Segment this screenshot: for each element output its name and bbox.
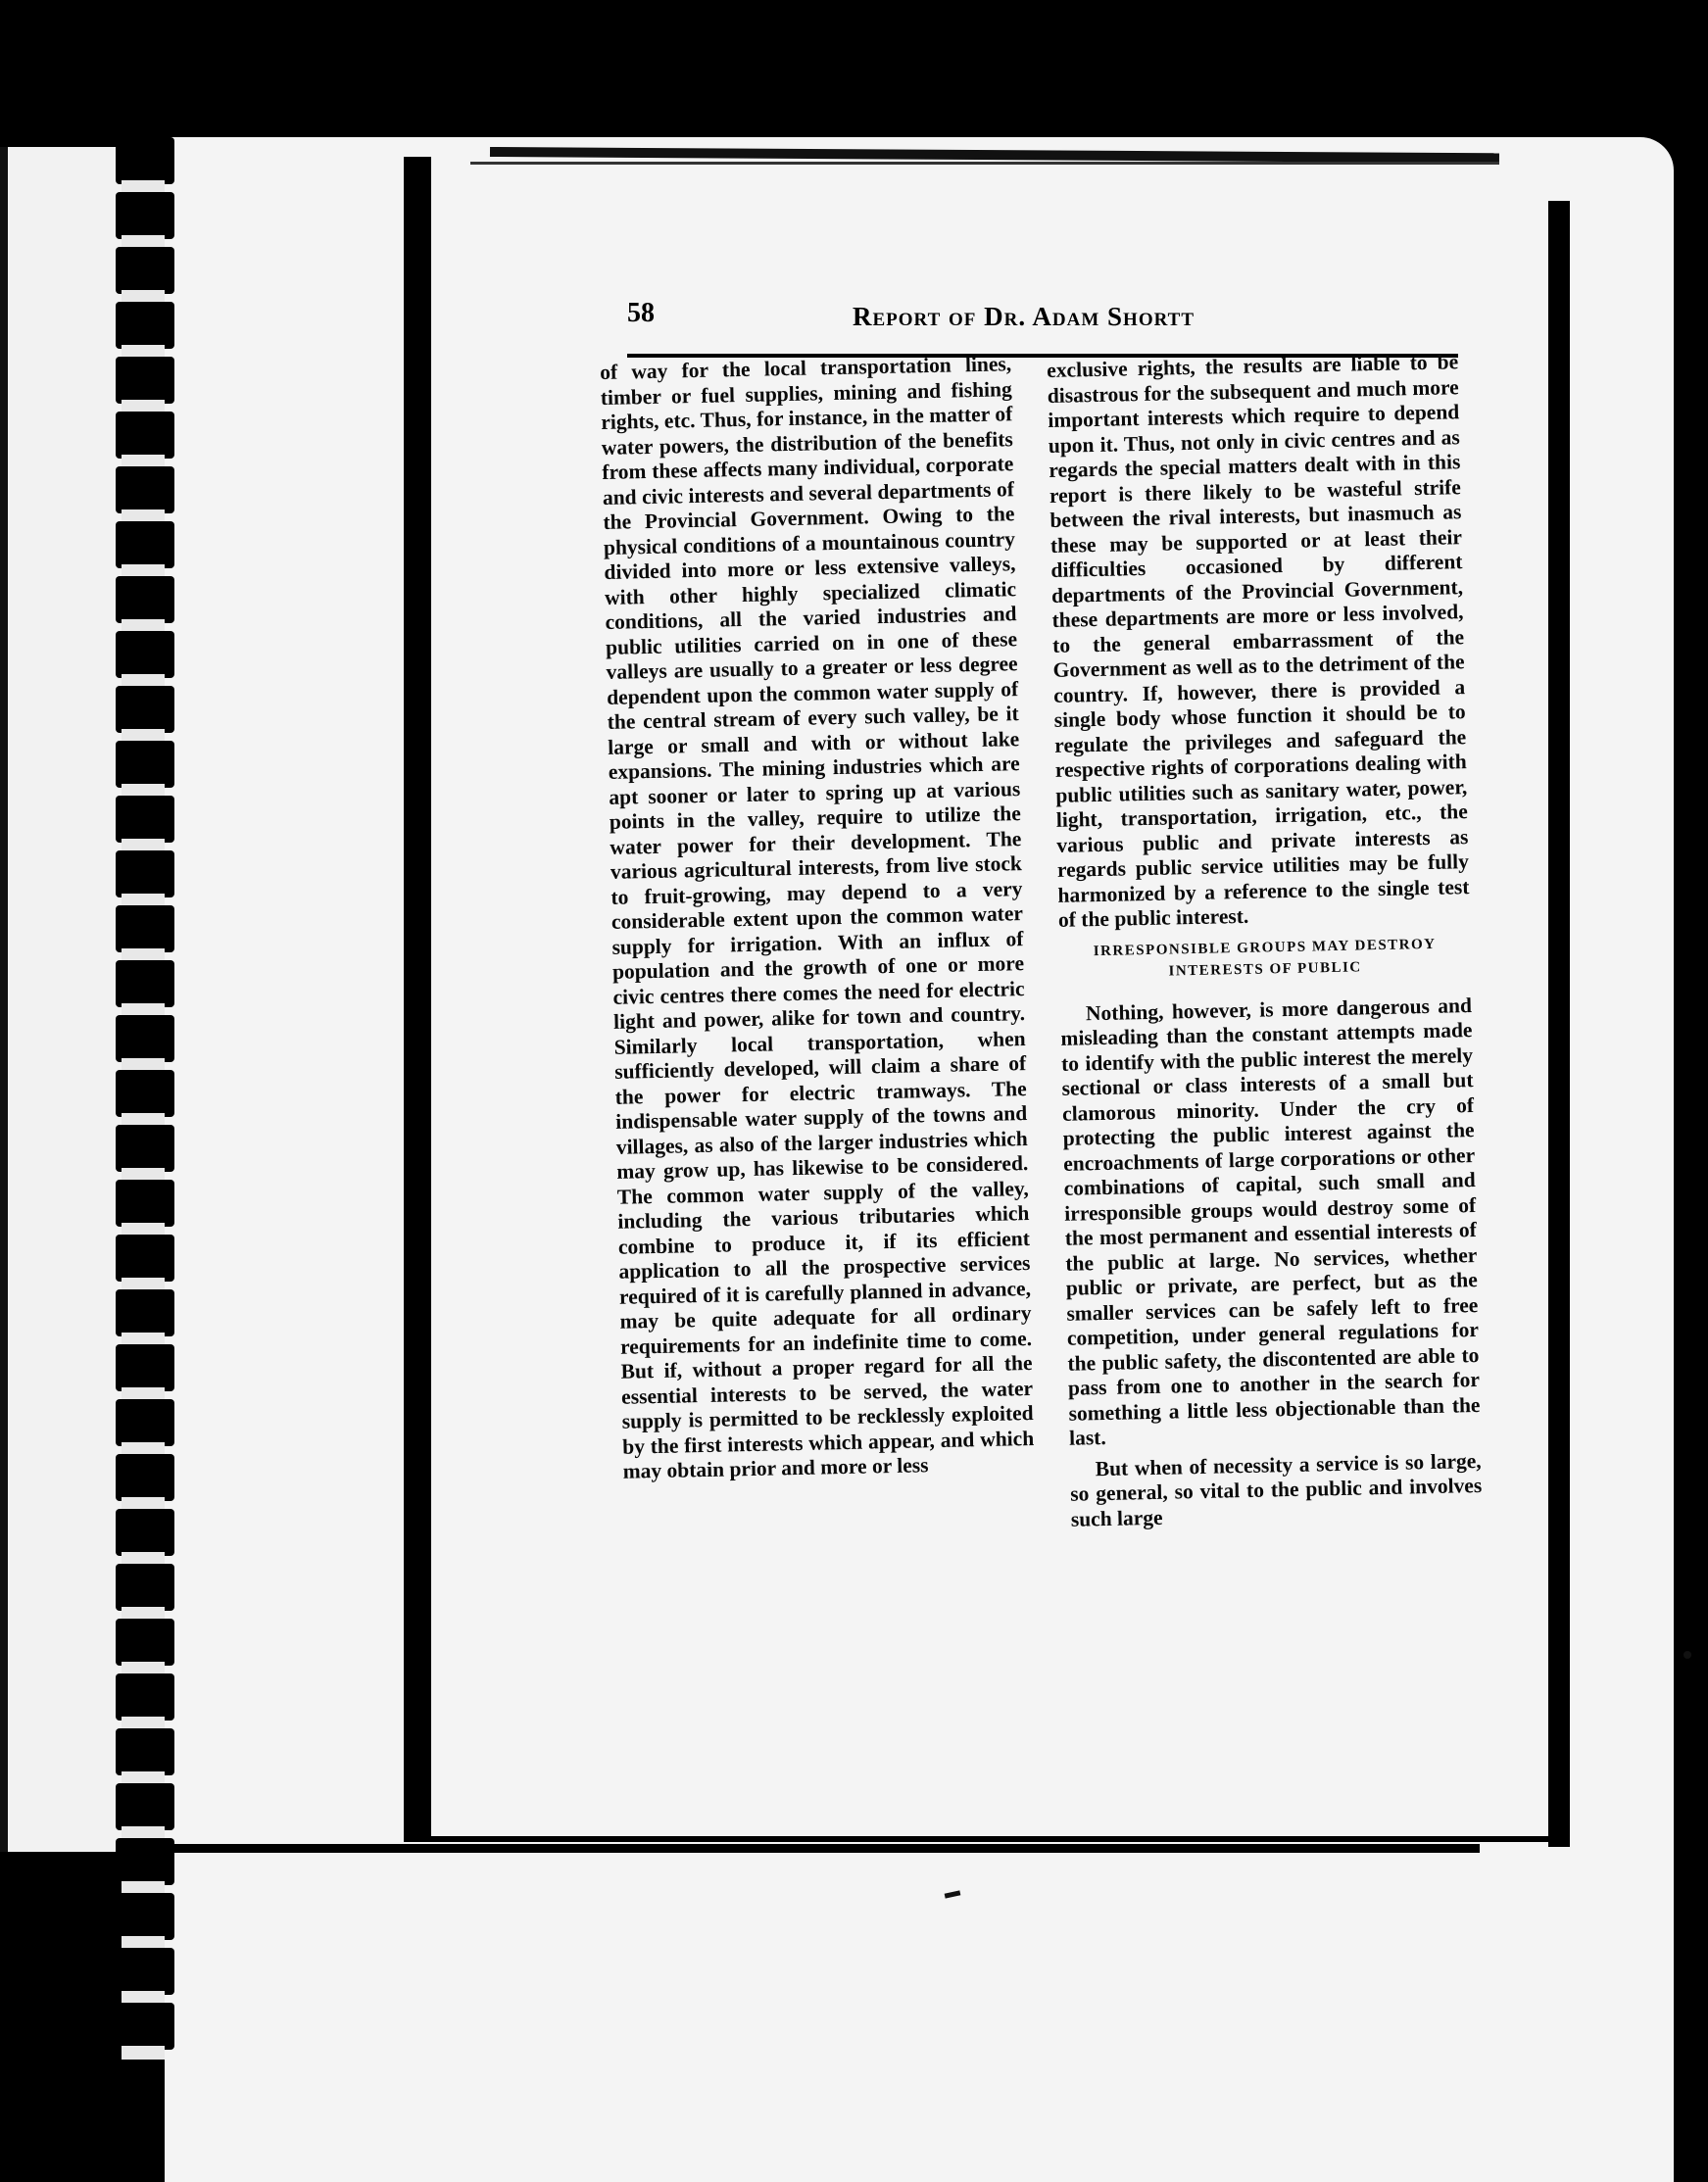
frame-left-border <box>404 157 431 1842</box>
spiral-ring <box>116 686 174 733</box>
spiral-gap <box>122 2046 165 2060</box>
spiral-ring <box>116 1235 174 1282</box>
spiral-ring <box>116 1564 174 1611</box>
spiral-ring <box>116 1783 174 1830</box>
spiral-ring <box>116 1070 174 1117</box>
adjacent-page <box>0 147 125 1852</box>
body-paragraph: of way for the local transportation lines, timber or fuel supplies, mining and fishing rights, etc. Thus, for instance, in the matter of water powers, the distribution of the benefits from these affects many individual, corporate and civic interests and several departments of the Provincial Government. Owing to the physical conditions of a mountainous country divided into more or less extensive valleys, with other highly specialized climatic conditions, all the varied industries and public utilities carried on in one of these valleys are usually to a greater or less degree dependent upon the common water supply of the central stream of every such valley, be it large or small and with or without lake expansions. The mining industries which are apt sooner or later to spring up at various points in the valley, require to utilize the water power for their development. The various agricultural interests, from live stock to fruit-growing, may depend to a very considerable extent upon the common water supply for irrigation. With an influx of population and the growth of one or more civic centres there comes the need for electric light and power, alike for town and country. Similarly local transportation, when sufficiently developed, will claim a share of the power for electric tramways. The indispensable water supply of the towns and villages, as also of the larger industries which may grow up, has likewise to be considered. The common water supply of the valley, including the various tributaries which combine to produce it, if its efficient application to all the prospective services required of it is carefully planned in advance, may be quite adequate for all ordinary requirements for an indefinite time to come. But if, without a proper regard for all the essential interests to be served, the water supply is permitted to be recklessly exploited by the first interests which appear, and which may obtain prior and more or less <box>600 352 1035 1483</box>
frame-right-border <box>1548 201 1570 1847</box>
spiral-ring <box>116 905 174 952</box>
spiral-ring <box>116 1893 174 1940</box>
spiral-ring <box>116 1344 174 1391</box>
spiral-ring <box>116 466 174 513</box>
adjacent-page-edge <box>0 147 8 1852</box>
body-paragraph: But when of necessity a service is so large, so general, so vital to the public and involves such large <box>1070 1448 1483 1531</box>
spiral-ring <box>116 302 174 349</box>
spiral-ring <box>116 1673 174 1721</box>
spiral-ring <box>116 1399 174 1446</box>
text-column-right <box>1047 350 1483 1532</box>
frame-top-line-secondary <box>470 162 1499 165</box>
spiral-ring <box>116 1180 174 1227</box>
text-column-left <box>600 352 1035 1484</box>
spiral-ring <box>116 576 174 623</box>
spiral-ring <box>116 1619 174 1666</box>
spiral-ring <box>116 796 174 843</box>
subheading-line: INTERESTS OF PUBLIC <box>1168 958 1362 980</box>
document-page <box>431 167 1548 1832</box>
spiral-ring <box>116 1509 174 1556</box>
frame-bottom-border <box>404 1836 1560 1842</box>
page-header <box>627 298 1460 341</box>
spiral-ring <box>116 1289 174 1336</box>
spiral-ring <box>116 137 174 184</box>
spiral-ring <box>116 631 174 678</box>
spiral-ring <box>116 1948 174 1995</box>
spiral-ring <box>116 741 174 788</box>
spiral-ring <box>116 192 174 239</box>
page-number: 58 <box>627 298 655 328</box>
spiral-ring <box>116 521 174 568</box>
spiral-ring <box>116 850 174 897</box>
body-paragraph: exclusive rights, the results are liable to be disastrous for the subsequent and much more important interests which require to depend upon it. Thus, not only in civic centres and as regards the special matters dealt with in this report is there likely to be wasteful strife between the rival interests, but inasmuch as these may be supported or at least their difficulties occasioned by different departments of the Provincial Government, these departments are more or less involved, to the general embarrassment of the Government as well as to the detriment of the country. If, however, there is provided a single body whose function it should be to regulate the privileges and safeguard the respective rights of corporations dealing with public utilities such as sanitary water, power, light, transportation, irrigation, etc., the various public and private interests as regards public service utilities may be fully harmonized by a reference to the single test of the public interest. <box>1047 350 1470 932</box>
spiral-ring <box>116 1015 174 1062</box>
spiral-ring <box>116 2003 174 2050</box>
speck <box>1684 1651 1691 1659</box>
spiral-ring <box>116 1125 174 1172</box>
spiral-ring <box>116 412 174 459</box>
section-subheading <box>1058 933 1471 985</box>
spiral-binding <box>116 137 174 2182</box>
subheading-line: IRRESPONSIBLE GROUPS MAY DESTROY <box>1093 936 1437 959</box>
frame-bottom-line <box>137 1844 1480 1853</box>
spiral-ring <box>116 1728 174 1775</box>
running-head: Report of Dr. Adam Shortt <box>853 302 1195 331</box>
spiral-ring <box>116 357 174 404</box>
spiral-ring <box>116 960 174 1007</box>
spiral-ring <box>116 247 174 294</box>
spiral-ring <box>116 1454 174 1501</box>
body-paragraph: Nothing, however, is more dangerous and misleading than the constant attempts made to identify with the public interest the merely sectional or class interests of a small but clamorous minority. Under the cry of protecting the public interest against the encroachments of large corporations or other combinations of capital, such small and irresponsible groups would destroy some of the most permanent and essential interests of the public at large. No services, whether public or private, are perfect, but as the smaller services can be safely left to free competition, under general regulations for the public safety, the discontented are able to pass from one to another in the search for something a little less objectionable than the last. <box>1060 993 1481 1450</box>
